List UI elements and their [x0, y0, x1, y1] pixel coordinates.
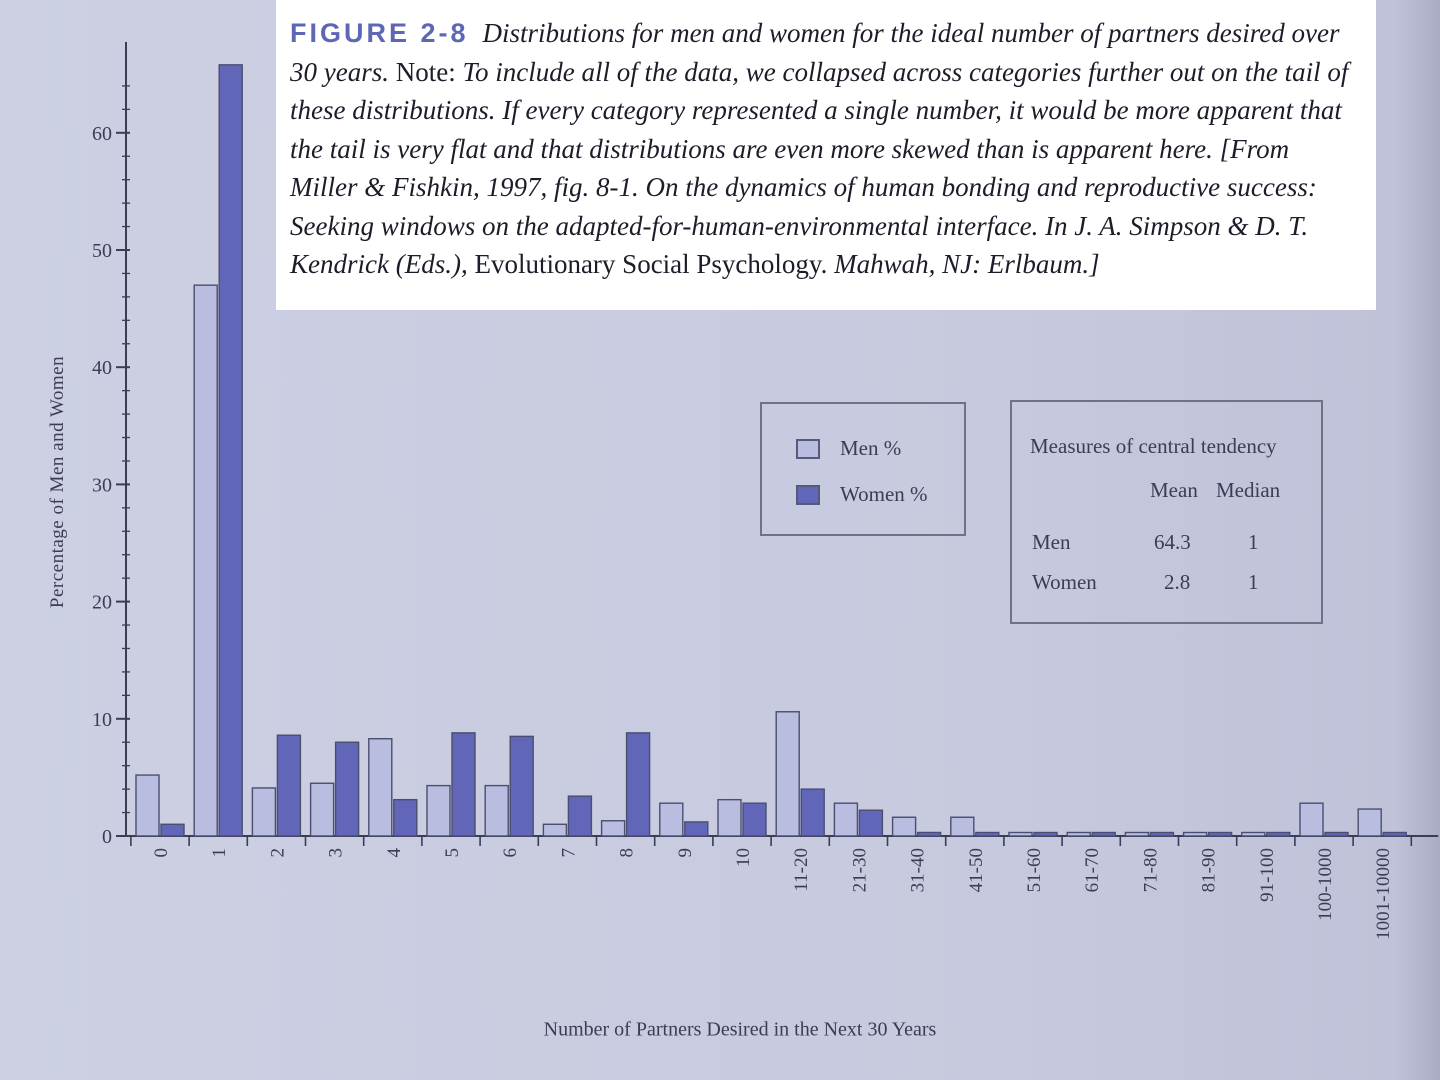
stats-row-mean: 2.8: [1164, 570, 1191, 594]
bar-women: [859, 810, 882, 836]
bar-men: [136, 775, 159, 836]
stats-row-label: Women: [1032, 570, 1097, 594]
bar-women: [1325, 832, 1348, 836]
stats-row-median: 1: [1248, 570, 1259, 594]
x-tick-label: 61-70: [1082, 848, 1104, 893]
legend-swatch-men: [796, 439, 820, 459]
bar-women: [976, 832, 999, 836]
bar-men: [427, 786, 450, 836]
bar-women: [1092, 832, 1115, 836]
x-tick-label: 6: [500, 848, 522, 858]
figure-label: FIGURE 2-8: [290, 18, 469, 48]
x-tick-label: 51-60: [1024, 848, 1045, 893]
caption-book-title: Evolutionary Social Psychology.: [474, 249, 828, 279]
y-tick-label: 0: [102, 826, 112, 848]
bar-men: [1009, 832, 1032, 836]
stats-header-mean: Mean: [1150, 478, 1198, 502]
bar-women: [161, 824, 184, 836]
x-tick-label: 0: [151, 848, 172, 858]
bar-men: [776, 712, 799, 836]
legend-item-men: [796, 436, 901, 461]
central-tendency-table: [1010, 400, 1323, 624]
caption-publisher: Mahwah, NJ: Erlbaum.]: [834, 249, 1100, 279]
bar-women: [685, 822, 708, 836]
bar-women: [219, 65, 242, 836]
bar-men: [369, 739, 392, 836]
legend-label-men: Men %: [840, 436, 902, 460]
bar-men: [1242, 832, 1265, 836]
bar-women: [1034, 832, 1057, 836]
x-tick-label: 91-100: [1256, 848, 1278, 902]
x-tick-label: 21-30: [849, 848, 871, 893]
bar-women: [452, 733, 475, 836]
x-tick-label: 1: [209, 848, 231, 858]
x-tick-label: 4: [383, 848, 405, 858]
x-tick-label: 100-1000: [1315, 848, 1336, 921]
bar-women: [1267, 832, 1290, 836]
x-tick-label: 10: [733, 848, 754, 867]
stats-row-mean: 64.3: [1154, 530, 1191, 554]
stats-title: Measures of central tendency: [1030, 434, 1277, 458]
x-tick-label: 41-50: [965, 848, 987, 893]
y-tick-label: 30: [92, 474, 112, 497]
bar-women: [510, 736, 533, 836]
legend-swatch-women: [796, 485, 820, 505]
caption-text-1: Distributions for men and women for the ideal number of partners desired over 30 years.: [290, 18, 1340, 87]
x-tick-label: 5: [442, 848, 463, 858]
bar-women: [743, 803, 766, 836]
bar-men: [543, 824, 566, 836]
bar-women: [1150, 832, 1173, 836]
legend-item-women: [796, 482, 928, 507]
y-tick-label: 40: [92, 357, 112, 380]
bar-men: [1125, 832, 1148, 836]
x-tick-label: 9: [674, 848, 696, 858]
x-axis-label: Number of Partners Desired in the Next 30 Years: [543, 1018, 937, 1041]
stats-row-label: Men: [1032, 530, 1071, 554]
y-tick-label: 60: [92, 122, 112, 145]
bar-men: [602, 821, 625, 836]
bar-men: [1184, 832, 1207, 836]
bar-men: [951, 817, 974, 836]
bar-men: [252, 788, 275, 836]
bar-women: [336, 742, 359, 836]
bar-men: [194, 285, 217, 836]
bar-men: [1358, 809, 1381, 836]
caption-text-2: To include all of the data, we collapsed across categories further out on the tail of these distributions. If every category represented a single number, it would be more apparent that the tail is very flat and that distributions are even more skewed than is apparent here. [From Miller & Fishkin, 1997, fig. 8-1. On the dynamics of human bonding and reproductive success: Seeking windows on the adapted-for-human-environmental interface. In J. A. Simpson & D. T. Kendrick (Eds.),: [290, 56, 1349, 279]
x-tick-label: 71-80: [1140, 848, 1162, 893]
y-tick-label: 10: [92, 708, 112, 731]
stats-row-median: 1: [1248, 530, 1259, 554]
bar-men: [1067, 832, 1090, 836]
bar-men: [1300, 803, 1323, 836]
bar-men: [893, 817, 916, 836]
x-tick-label: 8: [616, 848, 638, 858]
y-tick-label: 50: [92, 240, 112, 262]
bar-men: [660, 803, 683, 836]
bar-women: [394, 800, 417, 836]
caption-note-label: Note:: [395, 56, 456, 87]
bar-women: [277, 735, 300, 836]
bar-women: [1209, 832, 1232, 836]
bar-men: [718, 800, 741, 836]
x-tick-label: 1001-10000: [1373, 848, 1395, 940]
bar-women: [568, 796, 591, 836]
chart-legend: [760, 402, 966, 536]
x-tick-label: 7: [558, 848, 580, 858]
y-tick-label: 20: [92, 591, 112, 614]
x-tick-label: 3: [325, 848, 347, 858]
bar-women: [1383, 832, 1406, 836]
bar-men: [485, 786, 508, 836]
bar-women: [801, 789, 824, 836]
figure-caption: [276, 0, 1376, 310]
bar-men: [311, 783, 334, 836]
bar-men: [834, 803, 857, 836]
stats-header-median: Median: [1216, 478, 1281, 502]
x-tick-label: 81-90: [1198, 848, 1220, 893]
x-tick-label: 31-40: [907, 848, 929, 893]
x-tick-label: 11-20: [791, 848, 813, 892]
legend-label-women: Women %: [840, 482, 928, 506]
y-axis-label: Percentage of Men and Women: [47, 355, 68, 609]
bar-women: [627, 733, 650, 836]
bar-women: [918, 832, 941, 836]
x-tick-label: 2: [267, 848, 289, 858]
